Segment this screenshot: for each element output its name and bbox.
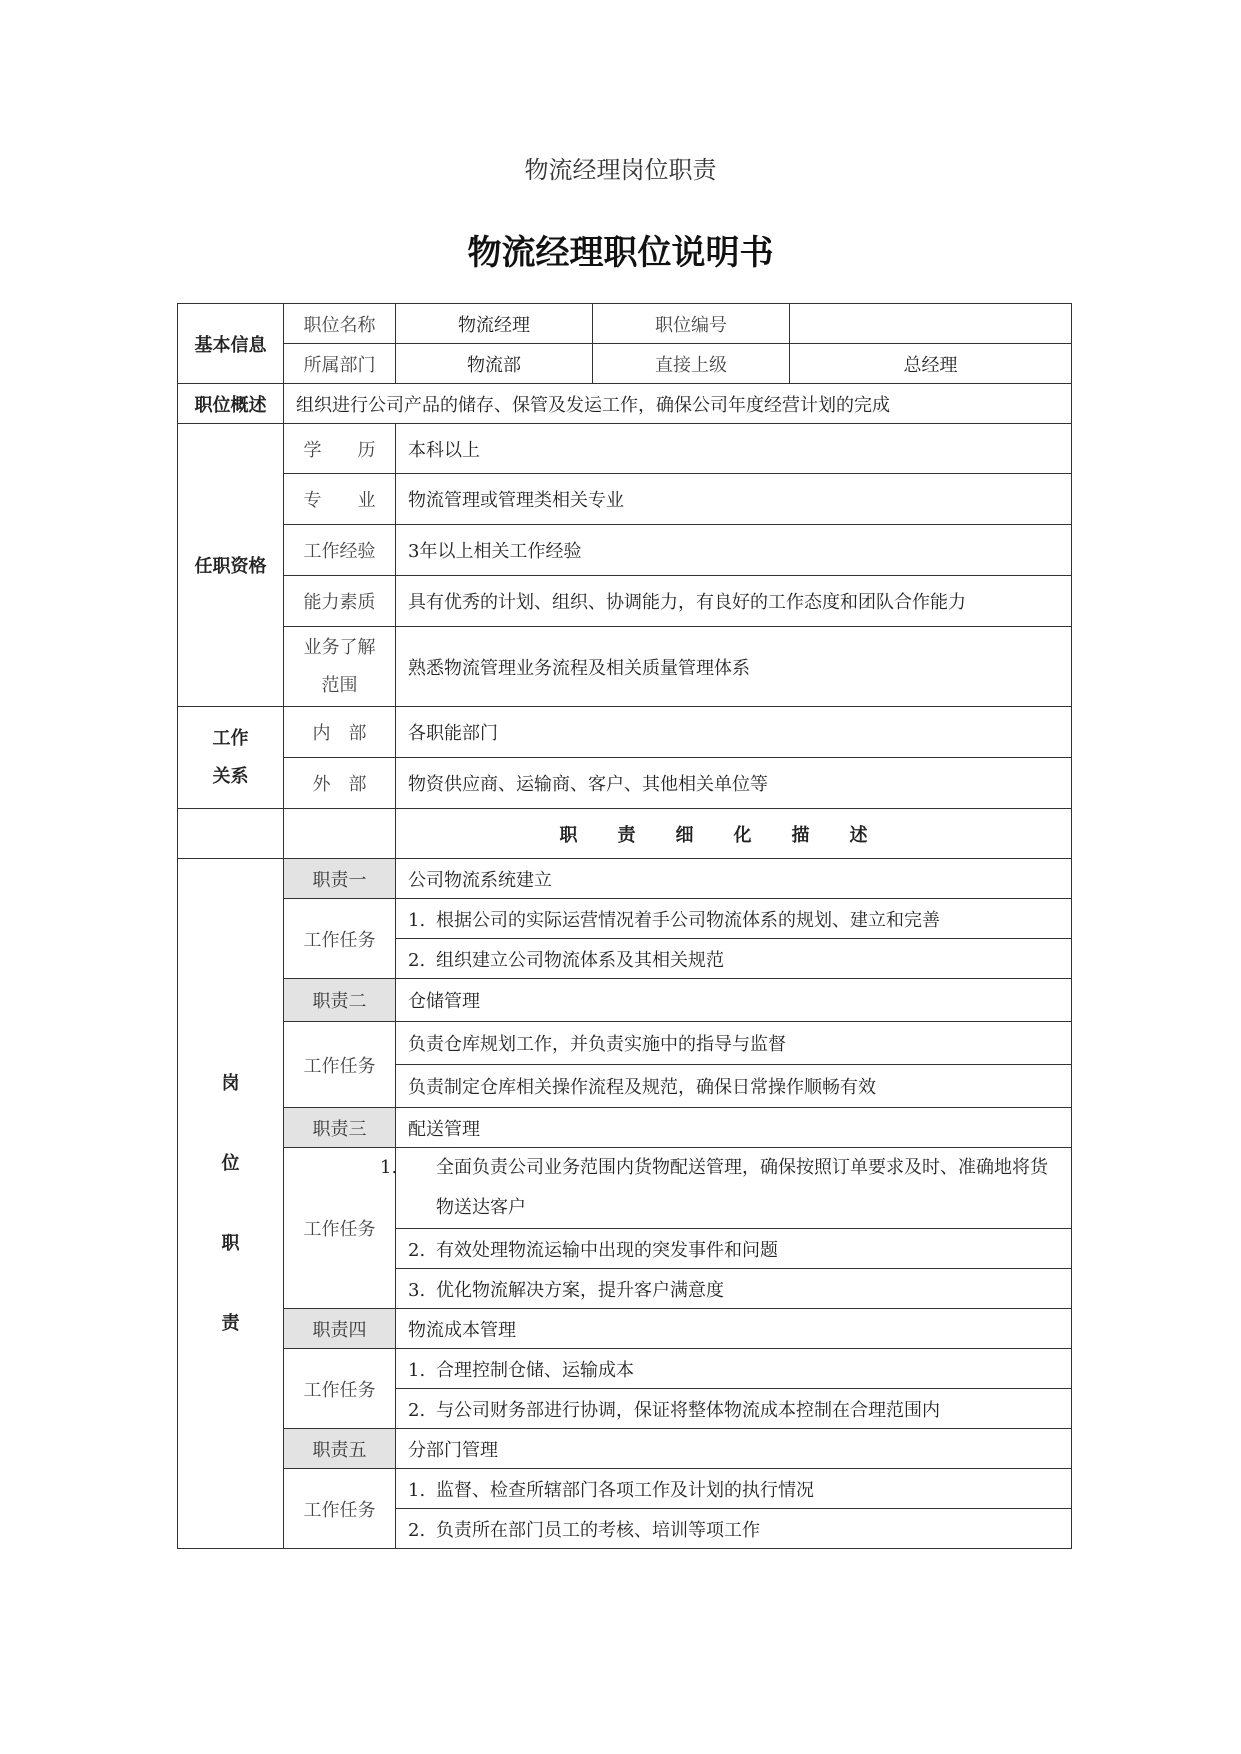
duty-row [178,1309,1072,1349]
task-item [396,1509,1072,1549]
task-label: 工作任务 [284,1469,396,1549]
task-item [380,1148,1072,1229]
duties-header-blank [284,809,396,859]
task-row [178,1148,1072,1229]
task-item [396,939,1072,979]
task-item [396,1269,1072,1309]
task-item [396,1389,1072,1429]
relations-section-line-2: 关系 [212,765,249,787]
relation-value: 各职能部门 [396,707,1072,758]
document-title: 物流经理职位说明书 [467,233,774,273]
task-text: 负责仓库规划工作，并负责实施中的指导与监督 [408,1034,786,1055]
position-title-value: 物流经理 [396,304,593,344]
task-item [396,1229,1072,1269]
duty-label: 职责五 [284,1429,396,1469]
duties-header-row [178,809,1072,859]
qualifications-section: 任职资格 [178,424,284,707]
task-label: 工作任务 [284,899,396,979]
duties-section-char: 责 [221,1312,240,1334]
qualification-label: 业务了解范围 [284,627,396,707]
qualification-label: 学 历 [284,424,396,474]
task-item [396,1065,1072,1108]
duty-title: 分部门管理 [396,1429,1072,1469]
task-number: 1. [380,1157,398,1178]
duties-header: 职责细化描述 [396,809,1072,859]
task-number: 2. [408,1239,426,1261]
duty-row [178,1429,1072,1469]
supervisor-value: 总经理 [790,344,1072,384]
task-text: 合理控制仓储、运输成本 [436,1359,634,1381]
qualification-row [178,576,1072,627]
task-item [396,1349,1072,1389]
task-label: 工作任务 [284,1022,396,1108]
task-text: 根据公司的实际运营情况着手公司物流体系的规划、建立和完善 [436,909,940,931]
task-row [178,1022,1072,1065]
qualification-label: 专 业 [284,474,396,525]
task-text: 负责制定仓库相关操作流程及规范，确保日常操作顺畅有效 [408,1077,876,1098]
basic-info-section: 基本信息 [178,304,284,384]
overview-text: 组织进行公司产品的储存、保管及发运工作，确保公司年度经营计划的完成 [284,384,1072,424]
qualification-label: 能力素质 [284,576,396,627]
duty-label: 职责四 [284,1309,396,1349]
relation-value: 物资供应商、运输商、客户、其他相关单位等 [396,758,1072,809]
department-value: 物流部 [396,344,593,384]
task-number: 1. [408,1359,426,1381]
department-label: 所属部门 [284,344,396,384]
qualification-value: 具有优秀的计划、组织、协调能力，有良好的工作态度和团队合作能力 [396,576,1072,627]
task-text: 与公司财务部进行协调，保证将整体物流成本控制在合理范围内 [436,1399,940,1421]
qualification-row [178,627,1072,707]
duty-title: 公司物流系统建立 [396,859,1072,899]
task-number: 2. [408,949,426,971]
task-text: 监督、检查所辖部门各项工作及计划的执行情况 [436,1479,814,1501]
supervisor-label: 直接上级 [593,344,790,384]
relation-row [178,758,1072,809]
duty-row [178,1108,1072,1148]
task-number: 1. [408,1479,426,1501]
job-description-table [177,303,1072,1549]
position-code-value [790,304,1072,344]
duty-title: 仓储管理 [396,979,1072,1022]
relations-section-line-1: 工作 [212,727,249,749]
task-text: 负责所在部门员工的考核、培训等项工作 [436,1519,760,1541]
task-row [178,1469,1072,1509]
task-row [178,1349,1072,1389]
task-label: 工作任务 [284,1349,396,1429]
overview-section: 职位概述 [178,384,284,424]
duty-label: 职责三 [284,1108,396,1148]
duty-title: 配送管理 [396,1108,1072,1148]
duties-section [178,859,284,1549]
duty-label: 职责二 [284,979,396,1022]
relation-label: 内 部 [284,707,396,758]
task-text: 优化物流解决方案，提升客户满意度 [436,1279,724,1301]
task-text: 有效处理物流运输中出现的突发事件和问题 [436,1239,778,1261]
position-title-label: 职位名称 [284,304,396,344]
basic-info-row-1 [178,304,1072,344]
task-text: 组织建立公司物流体系及其相关规范 [436,949,724,971]
qualification-label: 工作经验 [284,525,396,576]
duties-section-char: 位 [221,1152,240,1174]
duties-header-blank [178,809,284,859]
task-number: 2. [408,1399,426,1421]
qualification-row [178,424,1072,474]
qualification-value: 熟悉物流管理业务流程及相关质量管理体系 [396,627,1072,707]
task-number: 2. [408,1519,426,1541]
qualification-value: 本科以上 [396,424,1072,474]
relations-section [178,707,284,809]
qualification-value: 3年以上相关工作经验 [396,525,1072,576]
duty-label: 职责一 [284,859,396,899]
task-number: 3. [408,1279,426,1301]
task-text: 全面负责公司业务范围内货物配送管理，确保按照订单要求及时、准确地将货物送达客户 [436,1157,1048,1218]
position-code-label: 职位编号 [593,304,790,344]
task-label: 工作任务 [284,1148,396,1309]
overview-row [178,384,1072,424]
task-item [396,1022,1072,1065]
duty-title: 物流成本管理 [396,1309,1072,1349]
relation-row [178,707,1072,758]
duties-section-char: 职 [221,1232,240,1254]
relation-label: 外 部 [284,758,396,809]
page-heading: 物流经理岗位职责 [524,156,717,184]
duty-row [178,979,1072,1022]
task-item [396,899,1072,939]
duty-row [178,859,1072,899]
task-number: 1. [408,909,426,931]
duties-section-char: 岗 [221,1072,240,1094]
qualification-row [178,525,1072,576]
qualification-row [178,474,1072,525]
qualification-value: 物流管理或管理类相关专业 [396,474,1072,525]
task-item [396,1469,1072,1509]
basic-info-row-2 [178,344,1072,384]
task-row [178,899,1072,939]
